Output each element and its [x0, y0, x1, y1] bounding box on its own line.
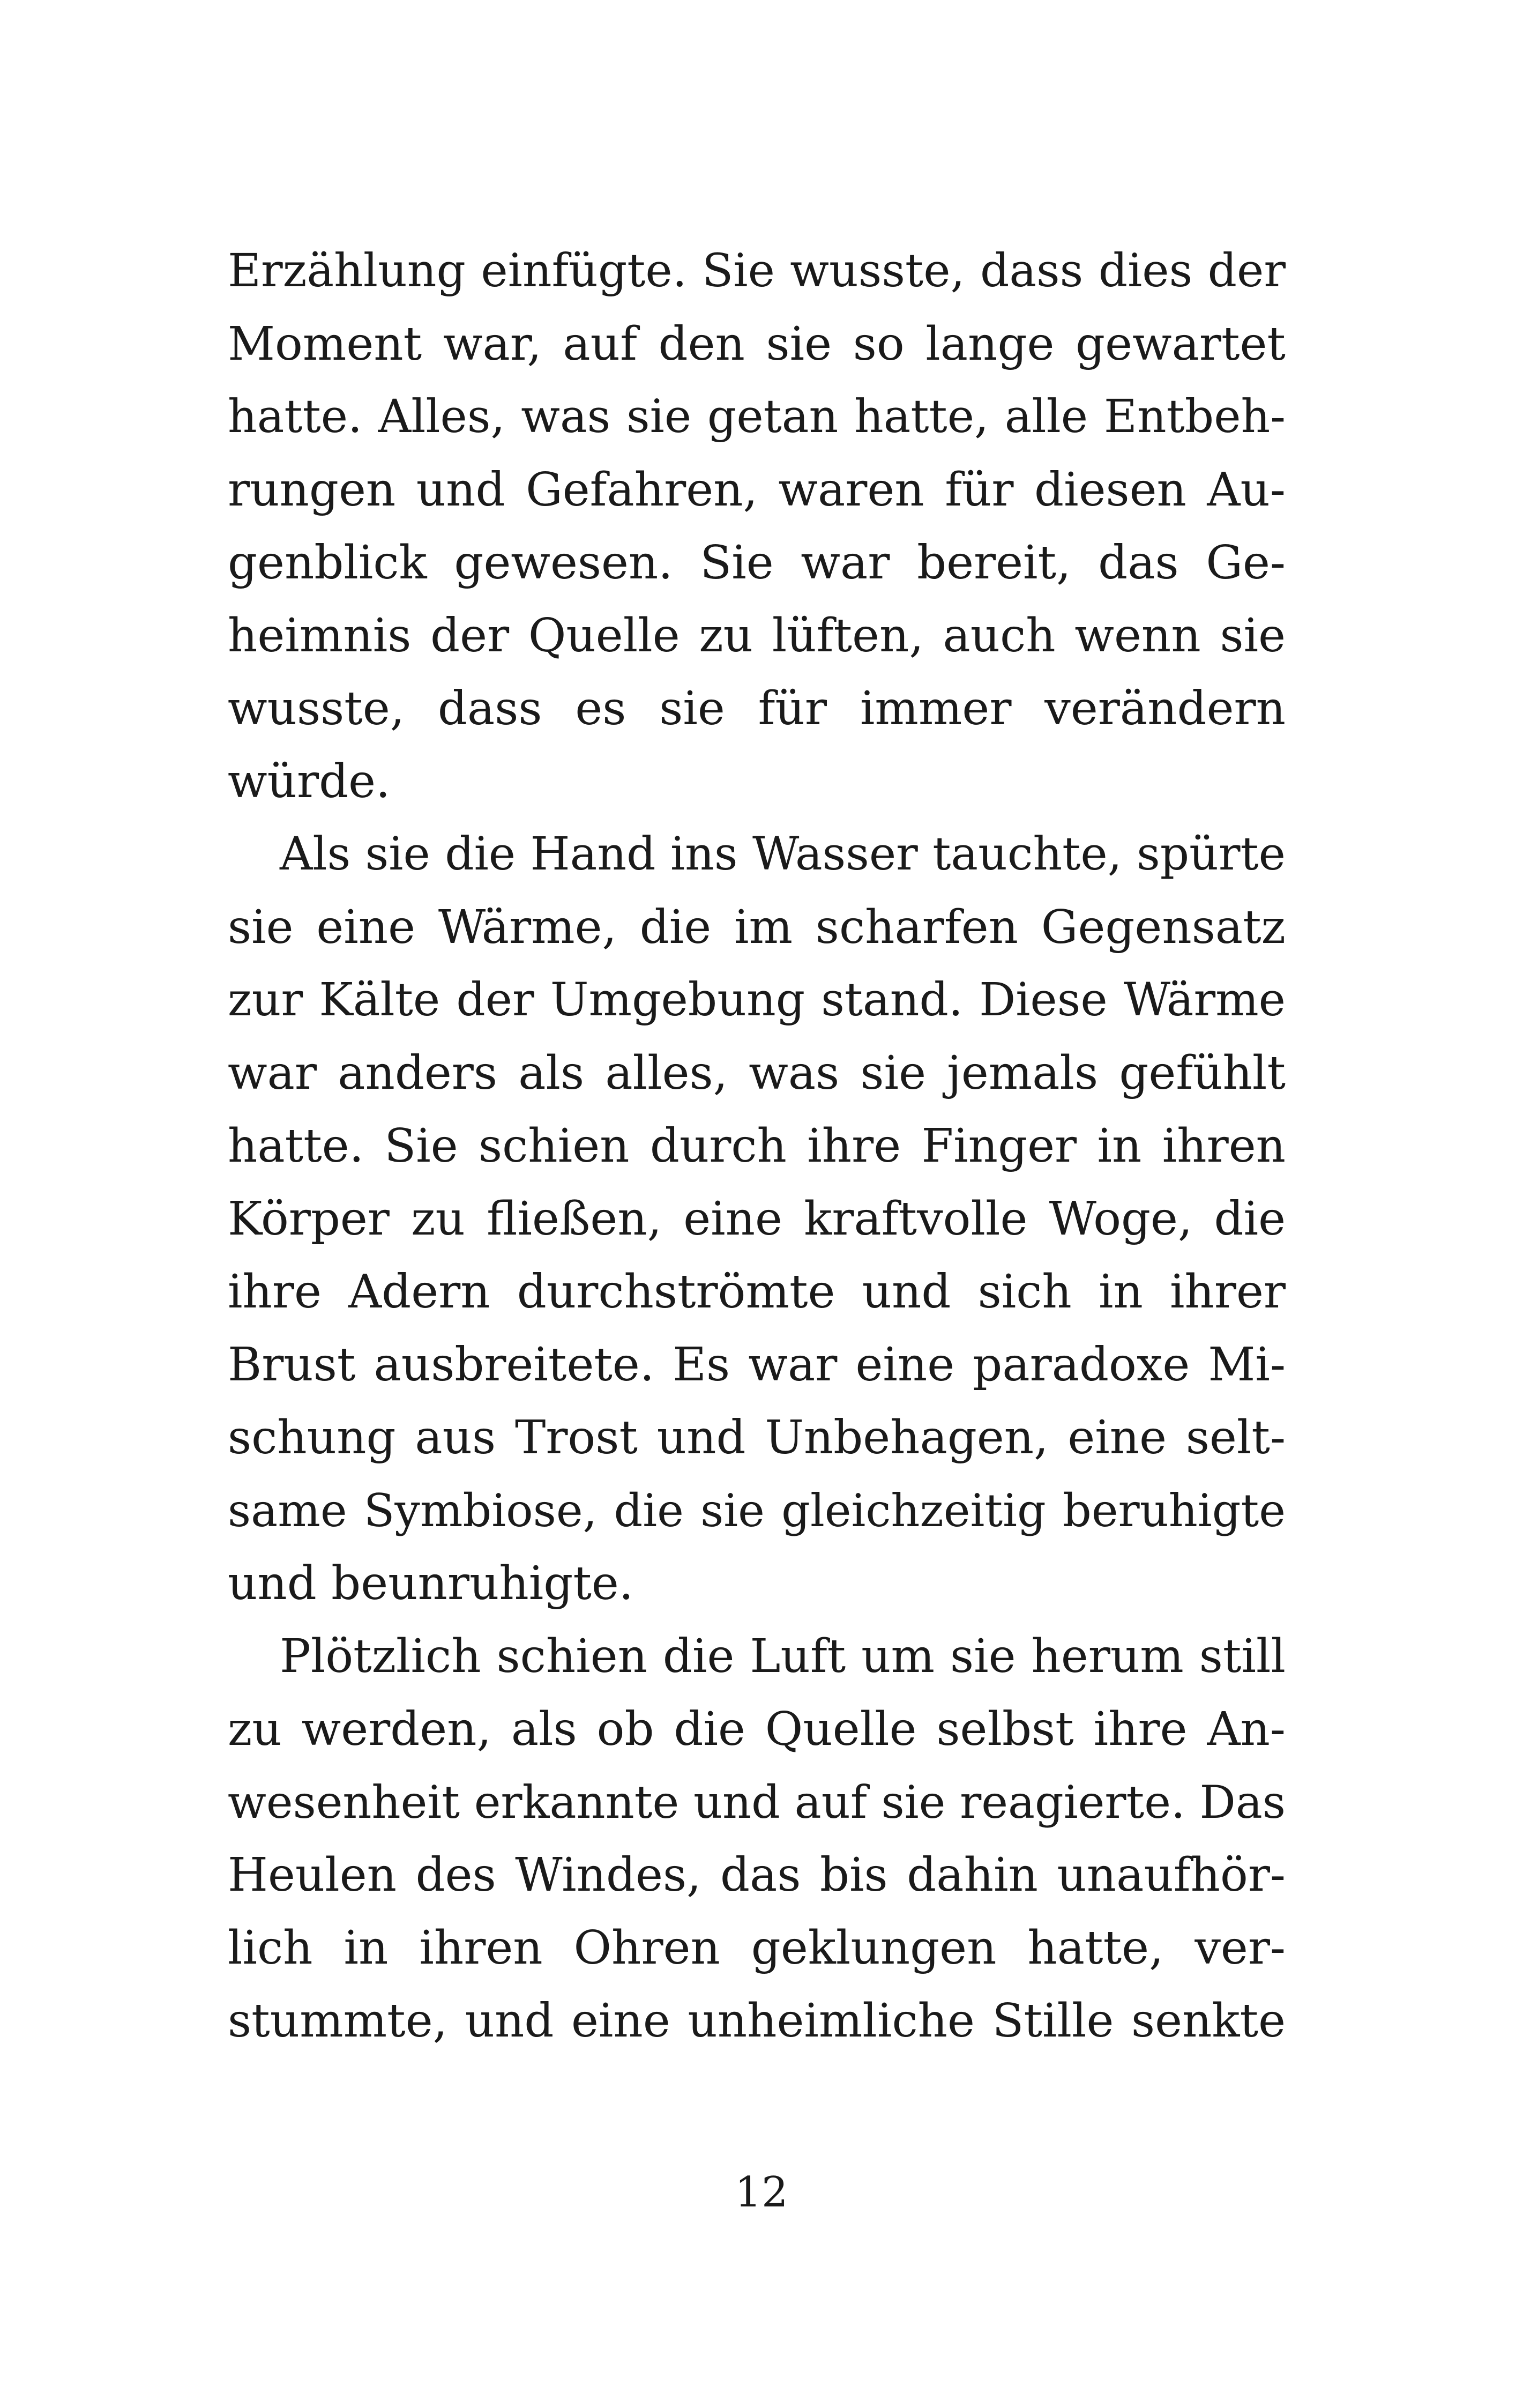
text-line: Körper zu fließen, eine kraftvolle Woge, die	[228, 1192, 1286, 1246]
paragraph	[228, 1620, 1286, 2057]
text-line: war anders als alles, was sie jemals gefühlt	[228, 1046, 1286, 1100]
text-line: zu werden, als ob die Quelle selbst ihre An-	[228, 1703, 1286, 1756]
paragraph	[228, 818, 1286, 1620]
body-text	[228, 235, 1286, 2057]
text-line: same Symbiose, die sie gleichzeitig beruhigte	[228, 1484, 1286, 1537]
text-line: stummte, und eine unheimliche Stille senkte	[228, 1994, 1286, 2048]
text-line: und beunruhigte.	[228, 1557, 634, 1610]
paragraph	[228, 235, 1286, 818]
text-line: Erzählung einfügte. Sie wusste, dass dies der	[228, 244, 1286, 298]
text-line: wusste, dass es sie für immer verändern	[228, 682, 1286, 735]
text-line: hatte. Sie schien durch ihre Finger in ihren	[228, 1119, 1286, 1173]
text-line: zur Kälte der Umgebung stand. Diese Wärme	[228, 973, 1286, 1027]
text-line: hatte. Alles, was sie getan hatte, alle Entbeh-	[228, 390, 1286, 443]
text-line: schung aus Trost und Unbehagen, eine selt-	[228, 1411, 1286, 1465]
text-line: Plötzlich schien die Luft um sie herum still	[280, 1630, 1286, 1683]
text-line: lich in ihren Ohren geklungen hatte, ver-	[228, 1921, 1286, 1975]
text-line: Moment war, auf den sie so lange gewartet	[228, 317, 1286, 371]
text-line: genblick gewesen. Sie war bereit, das Ge-	[228, 536, 1286, 590]
page-number: 12	[735, 2168, 788, 2217]
text-line: wesenheit erkannte und auf sie reagierte. Das	[228, 1776, 1286, 1829]
text-line: ihre Adern durchströmte und sich in ihrer	[228, 1265, 1286, 1319]
text-line: Als sie die Hand ins Wasser tauchte, spürte	[280, 828, 1286, 881]
text-line: würde.	[228, 755, 391, 808]
text-line: sie eine Wärme, die im scharfen Gegensatz	[228, 901, 1286, 954]
text-line: Heulen des Windes, das bis dahin unaufhör-	[228, 1848, 1286, 1902]
text-line: rungen und Gefahren, waren für diesen Au-	[228, 463, 1286, 517]
text-line: heimnis der Quelle zu lüften, auch wenn sie	[228, 609, 1286, 663]
text-line: Brust ausbreitete. Es war eine paradoxe Mi-	[228, 1338, 1286, 1392]
